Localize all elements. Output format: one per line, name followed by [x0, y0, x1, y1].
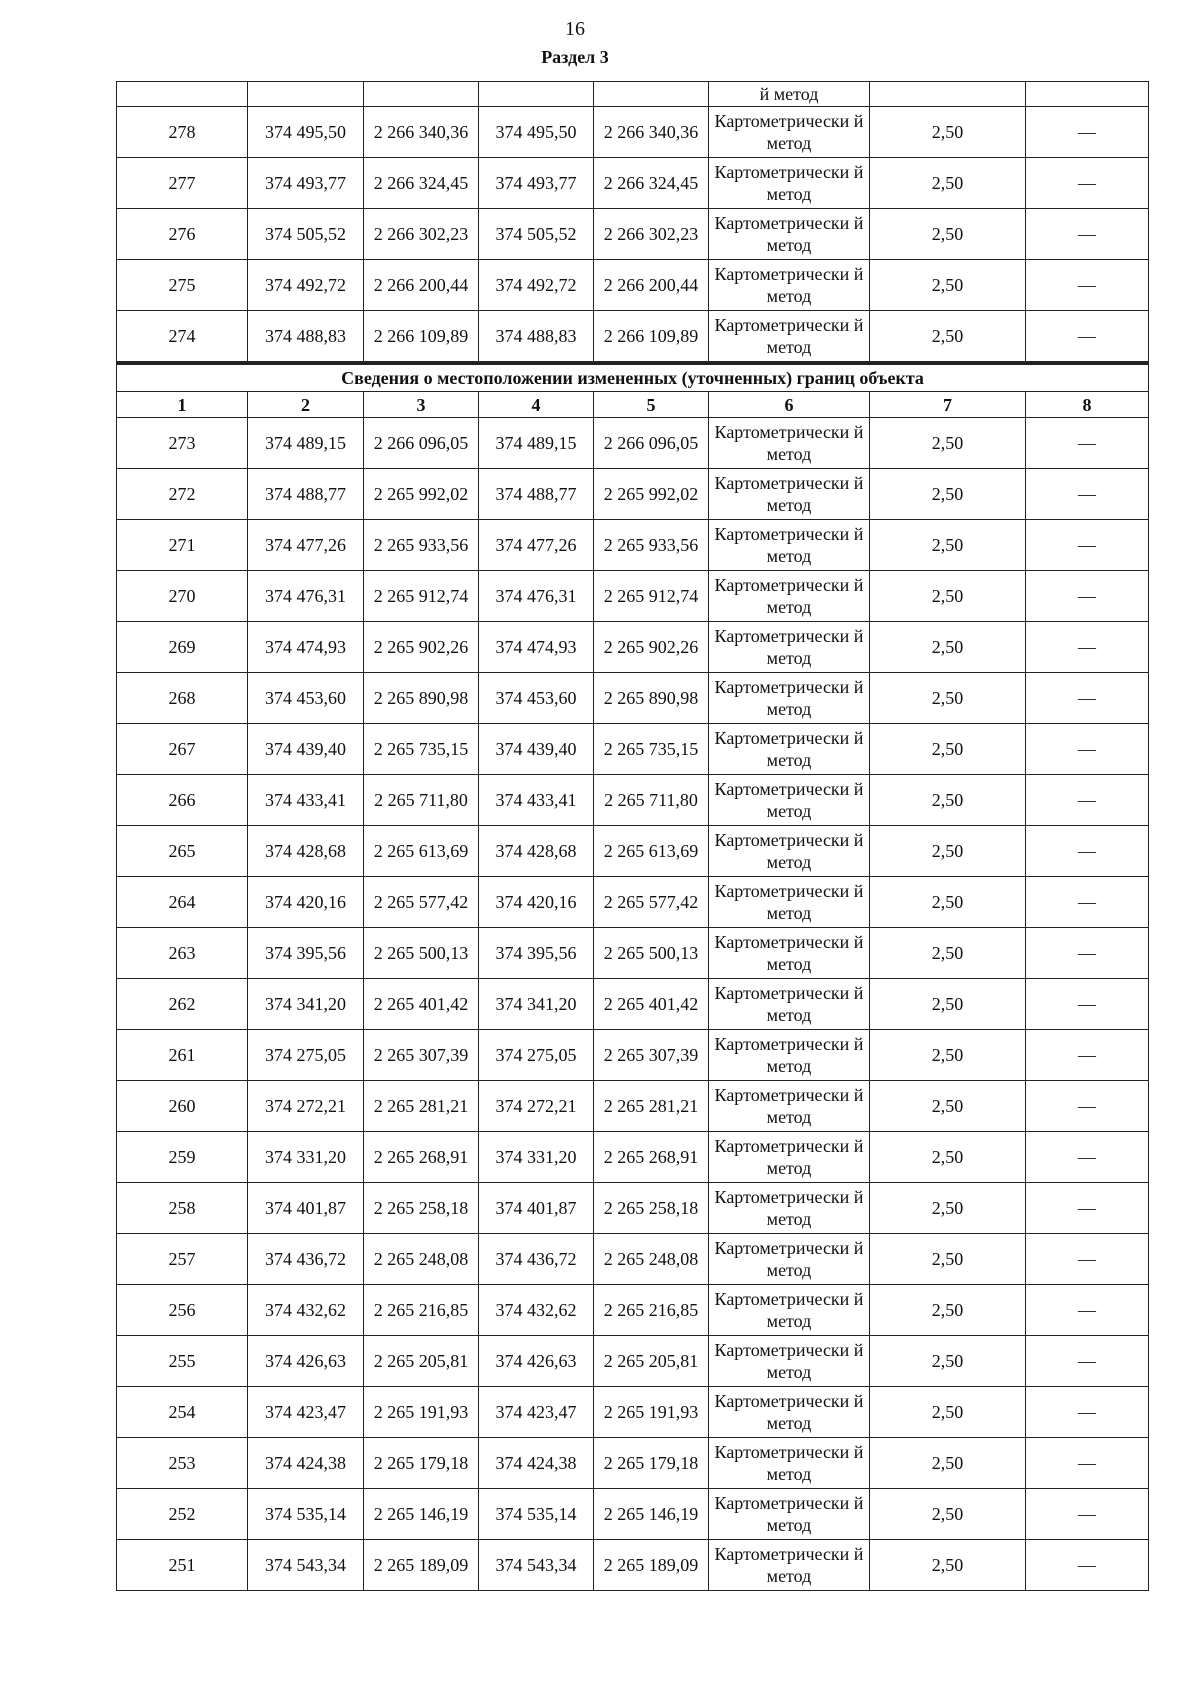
x-refined-cell: 374 495,50: [479, 107, 594, 158]
method-cell: Картометрически й метод: [709, 1081, 870, 1132]
accuracy-cell: 2,50: [870, 418, 1026, 469]
y-existing-cell: 2 266 340,36: [364, 107, 479, 158]
accuracy-cell: 2,50: [870, 107, 1026, 158]
method-cell: Картометрически й метод: [709, 418, 870, 469]
x-existing-cell: 374 272,21: [248, 1081, 364, 1132]
note-cell: —: [1026, 826, 1149, 877]
table-row: [117, 1030, 1149, 1081]
column-number: 6: [709, 392, 870, 418]
point-number-cell: 276: [117, 209, 248, 260]
y-existing-cell: 2 265 711,80: [364, 775, 479, 826]
x-refined-cell: 374 505,52: [479, 209, 594, 260]
x-existing-cell: 374 395,56: [248, 928, 364, 979]
y-refined-cell: 2 265 191,93: [594, 1387, 709, 1438]
method-cell: Картометрически й метод: [709, 877, 870, 928]
y-existing-cell: 2 265 735,15: [364, 724, 479, 775]
y-refined-cell: 2 265 401,42: [594, 979, 709, 1030]
table-section-header: [117, 363, 1149, 418]
y-existing-cell: 2 265 500,13: [364, 928, 479, 979]
column-number: 7: [870, 392, 1026, 418]
table-row: [117, 1132, 1149, 1183]
x-refined-cell: 374 395,56: [479, 928, 594, 979]
y-existing-cell: 2 265 890,98: [364, 673, 479, 724]
y-refined-cell: 2 265 902,26: [594, 622, 709, 673]
table-row: [117, 724, 1149, 775]
accuracy-cell: 2,50: [870, 826, 1026, 877]
note-cell: —: [1026, 107, 1149, 158]
table-upper-section: [117, 82, 1149, 364]
method-cell: Картометрически й метод: [709, 1183, 870, 1234]
x-existing-cell: 374 433,41: [248, 775, 364, 826]
y-existing-cell: 2 265 281,21: [364, 1081, 479, 1132]
point-number-cell: 255: [117, 1336, 248, 1387]
y-existing-cell: 2 265 179,18: [364, 1438, 479, 1489]
y-existing-cell: 2 266 109,89: [364, 311, 479, 364]
method-cell: Картометрически й метод: [709, 107, 870, 158]
table-cell: [479, 82, 594, 107]
table-row: [117, 469, 1149, 520]
y-refined-cell: 2 265 216,85: [594, 1285, 709, 1336]
table-row: [117, 928, 1149, 979]
x-refined-cell: 374 433,41: [479, 775, 594, 826]
note-cell: —: [1026, 877, 1149, 928]
accuracy-cell: 2,50: [870, 1030, 1026, 1081]
method-cell: Картометрически й метод: [709, 1387, 870, 1438]
section-title: Раздел 3: [541, 47, 609, 67]
table-cell: [1026, 82, 1149, 107]
y-refined-cell: 2 265 500,13: [594, 928, 709, 979]
method-cell: Картометрически й метод: [709, 775, 870, 826]
accuracy-cell: 2,50: [870, 622, 1026, 673]
x-existing-cell: 374 543,34: [248, 1540, 364, 1591]
y-refined-cell: 2 265 146,19: [594, 1489, 709, 1540]
y-existing-cell: 2 265 307,39: [364, 1030, 479, 1081]
accuracy-cell: 2,50: [870, 928, 1026, 979]
table-row: [117, 877, 1149, 928]
accuracy-cell: 2,50: [870, 1387, 1026, 1438]
column-number: 2: [248, 392, 364, 418]
x-existing-cell: 374 477,26: [248, 520, 364, 571]
y-existing-cell: 2 266 324,45: [364, 158, 479, 209]
y-refined-cell: 2 265 577,42: [594, 877, 709, 928]
accuracy-cell: 2,50: [870, 775, 1026, 826]
table-lower-section: [117, 418, 1149, 1591]
x-refined-cell: 374 272,21: [479, 1081, 594, 1132]
x-refined-cell: 374 492,72: [479, 260, 594, 311]
column-number: 5: [594, 392, 709, 418]
x-refined-cell: 374 341,20: [479, 979, 594, 1030]
point-number-cell: 251: [117, 1540, 248, 1591]
accuracy-cell: 2,50: [870, 571, 1026, 622]
note-cell: —: [1026, 1183, 1149, 1234]
y-existing-cell: 2 265 902,26: [364, 622, 479, 673]
table-cell: [117, 82, 248, 107]
point-number-cell: 265: [117, 826, 248, 877]
table-row: [117, 260, 1149, 311]
y-refined-cell: 2 265 933,56: [594, 520, 709, 571]
point-number-cell: 270: [117, 571, 248, 622]
x-refined-cell: 374 488,83: [479, 311, 594, 364]
x-refined-cell: 374 476,31: [479, 571, 594, 622]
y-refined-cell: 2 266 109,89: [594, 311, 709, 364]
accuracy-cell: 2,50: [870, 1336, 1026, 1387]
accuracy-cell: 2,50: [870, 724, 1026, 775]
table-row: [117, 107, 1149, 158]
x-refined-cell: 374 543,34: [479, 1540, 594, 1591]
x-refined-cell: 374 428,68: [479, 826, 594, 877]
method-cell: й метод: [709, 82, 870, 107]
accuracy-cell: 2,50: [870, 520, 1026, 571]
section-heading-row: [117, 363, 1149, 392]
y-existing-cell: 2 266 200,44: [364, 260, 479, 311]
x-existing-cell: 374 401,87: [248, 1183, 364, 1234]
x-existing-cell: 374 341,20: [248, 979, 364, 1030]
table-row: [117, 1081, 1149, 1132]
method-cell: Картометрически й метод: [709, 1132, 870, 1183]
note-cell: —: [1026, 673, 1149, 724]
accuracy-cell: 2,50: [870, 260, 1026, 311]
y-refined-cell: 2 265 912,74: [594, 571, 709, 622]
point-number-cell: 260: [117, 1081, 248, 1132]
x-existing-cell: 374 476,31: [248, 571, 364, 622]
accuracy-cell: 2,50: [870, 1438, 1026, 1489]
method-cell: Картометрически й метод: [709, 1030, 870, 1081]
method-cell: Картометрически й метод: [709, 1336, 870, 1387]
note-cell: —: [1026, 520, 1149, 571]
y-existing-cell: 2 265 933,56: [364, 520, 479, 571]
note-cell: —: [1026, 571, 1149, 622]
note-cell: —: [1026, 1234, 1149, 1285]
x-refined-cell: 374 426,63: [479, 1336, 594, 1387]
y-existing-cell: 2 265 268,91: [364, 1132, 479, 1183]
note-cell: —: [1026, 1489, 1149, 1540]
table-row: [117, 1540, 1149, 1591]
method-cell: Картометрически й метод: [709, 158, 870, 209]
table-row: [117, 571, 1149, 622]
note-cell: —: [1026, 1387, 1149, 1438]
coordinates-table: [116, 81, 1149, 1591]
accuracy-cell: 2,50: [870, 1540, 1026, 1591]
y-refined-cell: 2 265 992,02: [594, 469, 709, 520]
note-cell: —: [1026, 979, 1149, 1030]
point-number-cell: 252: [117, 1489, 248, 1540]
note-cell: —: [1026, 928, 1149, 979]
y-refined-cell: 2 265 281,21: [594, 1081, 709, 1132]
x-existing-cell: 374 424,38: [248, 1438, 364, 1489]
method-cell: Картометрически й метод: [709, 1540, 870, 1591]
table-row: [117, 1336, 1149, 1387]
point-number-cell: 266: [117, 775, 248, 826]
x-refined-cell: 374 474,93: [479, 622, 594, 673]
page-number: 16: [565, 18, 585, 40]
y-refined-cell: 2 265 189,09: [594, 1540, 709, 1591]
method-cell: Картометрически й метод: [709, 622, 870, 673]
y-refined-cell: 2 265 205,81: [594, 1336, 709, 1387]
method-cell: Картометрически й метод: [709, 209, 870, 260]
point-number-cell: 256: [117, 1285, 248, 1336]
table-row: [117, 979, 1149, 1030]
y-existing-cell: 2 265 912,74: [364, 571, 479, 622]
x-refined-cell: 374 453,60: [479, 673, 594, 724]
x-existing-cell: 374 488,83: [248, 311, 364, 364]
table-row: [117, 622, 1149, 673]
note-cell: —: [1026, 418, 1149, 469]
method-cell: Картометрически й метод: [709, 1489, 870, 1540]
method-cell: Картометрически й метод: [709, 469, 870, 520]
x-refined-cell: 374 489,15: [479, 418, 594, 469]
x-existing-cell: 374 474,93: [248, 622, 364, 673]
x-refined-cell: 374 420,16: [479, 877, 594, 928]
column-number: 4: [479, 392, 594, 418]
note-cell: —: [1026, 469, 1149, 520]
x-existing-cell: 374 488,77: [248, 469, 364, 520]
x-existing-cell: 374 432,62: [248, 1285, 364, 1336]
method-cell: Картометрически й метод: [709, 260, 870, 311]
x-refined-cell: 374 401,87: [479, 1183, 594, 1234]
y-refined-cell: 2 265 890,98: [594, 673, 709, 724]
table-cell: [364, 82, 479, 107]
y-refined-cell: 2 265 248,08: [594, 1234, 709, 1285]
table-cell: [594, 82, 709, 107]
note-cell: —: [1026, 1540, 1149, 1591]
point-number-cell: 269: [117, 622, 248, 673]
y-refined-cell: 2 265 613,69: [594, 826, 709, 877]
y-refined-cell: 2 265 268,91: [594, 1132, 709, 1183]
y-existing-cell: 2 265 216,85: [364, 1285, 479, 1336]
x-existing-cell: 374 426,63: [248, 1336, 364, 1387]
point-number-cell: 268: [117, 673, 248, 724]
point-number-cell: 267: [117, 724, 248, 775]
x-refined-cell: 374 432,62: [479, 1285, 594, 1336]
table-row: [117, 209, 1149, 260]
method-cell: Картометрически й метод: [709, 520, 870, 571]
column-numbers-row: [117, 392, 1149, 418]
x-existing-cell: 374 275,05: [248, 1030, 364, 1081]
method-cell: Картометрически й метод: [709, 673, 870, 724]
note-cell: —: [1026, 260, 1149, 311]
point-number-cell: 262: [117, 979, 248, 1030]
point-number-cell: 272: [117, 469, 248, 520]
accuracy-cell: 2,50: [870, 1132, 1026, 1183]
method-cell: Картометрически й метод: [709, 1438, 870, 1489]
point-number-cell: 277: [117, 158, 248, 209]
method-cell: Картометрически й метод: [709, 1285, 870, 1336]
note-cell: —: [1026, 622, 1149, 673]
y-refined-cell: 2 265 711,80: [594, 775, 709, 826]
x-existing-cell: 374 331,20: [248, 1132, 364, 1183]
table-row: [117, 1183, 1149, 1234]
note-cell: —: [1026, 1285, 1149, 1336]
note-cell: —: [1026, 775, 1149, 826]
table-row: [117, 520, 1149, 571]
table-cell: [248, 82, 364, 107]
point-number-cell: 263: [117, 928, 248, 979]
accuracy-cell: 2,50: [870, 209, 1026, 260]
x-refined-cell: 374 423,47: [479, 1387, 594, 1438]
table-cell: [870, 82, 1026, 107]
table-row: [117, 1285, 1149, 1336]
y-existing-cell: 2 265 205,81: [364, 1336, 479, 1387]
section-heading: Сведения о местоположении измененных (уточненных) границ объекта: [117, 363, 1149, 392]
x-refined-cell: 374 488,77: [479, 469, 594, 520]
y-refined-cell: 2 266 096,05: [594, 418, 709, 469]
method-cell: Картометрически й метод: [709, 724, 870, 775]
table-row: [117, 1234, 1149, 1285]
point-number-cell: 254: [117, 1387, 248, 1438]
method-cell: Картометрически й метод: [709, 928, 870, 979]
column-number: 1: [117, 392, 248, 418]
x-refined-cell: 374 275,05: [479, 1030, 594, 1081]
x-existing-cell: 374 428,68: [248, 826, 364, 877]
y-existing-cell: 2 265 258,18: [364, 1183, 479, 1234]
y-refined-cell: 2 265 258,18: [594, 1183, 709, 1234]
x-existing-cell: 374 420,16: [248, 877, 364, 928]
y-existing-cell: 2 266 302,23: [364, 209, 479, 260]
table-row: [117, 158, 1149, 209]
method-cell: Картометрически й метод: [709, 1234, 870, 1285]
y-refined-cell: 2 266 324,45: [594, 158, 709, 209]
y-refined-cell: 2 265 307,39: [594, 1030, 709, 1081]
note-cell: —: [1026, 209, 1149, 260]
accuracy-cell: 2,50: [870, 673, 1026, 724]
accuracy-cell: 2,50: [870, 1081, 1026, 1132]
table-row: [117, 1438, 1149, 1489]
point-number-cell: 261: [117, 1030, 248, 1081]
x-existing-cell: 374 493,77: [248, 158, 364, 209]
table-row: [117, 1489, 1149, 1540]
y-existing-cell: 2 265 146,19: [364, 1489, 479, 1540]
x-existing-cell: 374 489,15: [248, 418, 364, 469]
note-cell: —: [1026, 724, 1149, 775]
x-refined-cell: 374 535,14: [479, 1489, 594, 1540]
method-cell: Картометрически й метод: [709, 571, 870, 622]
y-existing-cell: 2 265 191,93: [364, 1387, 479, 1438]
y-existing-cell: 2 265 248,08: [364, 1234, 479, 1285]
x-existing-cell: 374 453,60: [248, 673, 364, 724]
x-refined-cell: 374 424,38: [479, 1438, 594, 1489]
note-cell: —: [1026, 158, 1149, 209]
note-cell: —: [1026, 311, 1149, 364]
point-number-cell: 275: [117, 260, 248, 311]
table-row: [117, 418, 1149, 469]
table-row-continuation: [117, 82, 1149, 107]
accuracy-cell: 2,50: [870, 158, 1026, 209]
table-row: [117, 311, 1149, 364]
x-existing-cell: 374 535,14: [248, 1489, 364, 1540]
point-number-cell: 271: [117, 520, 248, 571]
point-number-cell: 259: [117, 1132, 248, 1183]
x-refined-cell: 374 436,72: [479, 1234, 594, 1285]
x-existing-cell: 374 436,72: [248, 1234, 364, 1285]
method-cell: Картометрически й метод: [709, 311, 870, 364]
y-refined-cell: 2 265 735,15: [594, 724, 709, 775]
y-existing-cell: 2 265 613,69: [364, 826, 479, 877]
x-existing-cell: 374 439,40: [248, 724, 364, 775]
y-existing-cell: 2 265 189,09: [364, 1540, 479, 1591]
note-cell: —: [1026, 1081, 1149, 1132]
y-existing-cell: 2 265 992,02: [364, 469, 479, 520]
accuracy-cell: 2,50: [870, 1234, 1026, 1285]
point-number-cell: 278: [117, 107, 248, 158]
y-refined-cell: 2 266 200,44: [594, 260, 709, 311]
accuracy-cell: 2,50: [870, 1183, 1026, 1234]
table-row: [117, 673, 1149, 724]
table-row: [117, 1387, 1149, 1438]
method-cell: Картометрически й метод: [709, 979, 870, 1030]
column-number: 3: [364, 392, 479, 418]
y-refined-cell: 2 265 179,18: [594, 1438, 709, 1489]
x-refined-cell: 374 493,77: [479, 158, 594, 209]
point-number-cell: 264: [117, 877, 248, 928]
method-cell: Картометрически й метод: [709, 826, 870, 877]
note-cell: —: [1026, 1132, 1149, 1183]
table-row: [117, 775, 1149, 826]
y-refined-cell: 2 266 340,36: [594, 107, 709, 158]
x-refined-cell: 374 439,40: [479, 724, 594, 775]
point-number-cell: 257: [117, 1234, 248, 1285]
y-existing-cell: 2 266 096,05: [364, 418, 479, 469]
x-existing-cell: 374 505,52: [248, 209, 364, 260]
note-cell: —: [1026, 1438, 1149, 1489]
x-refined-cell: 374 477,26: [479, 520, 594, 571]
y-existing-cell: 2 265 401,42: [364, 979, 479, 1030]
x-existing-cell: 374 492,72: [248, 260, 364, 311]
y-refined-cell: 2 266 302,23: [594, 209, 709, 260]
accuracy-cell: 2,50: [870, 1285, 1026, 1336]
point-number-cell: 273: [117, 418, 248, 469]
table-row: [117, 826, 1149, 877]
note-cell: —: [1026, 1030, 1149, 1081]
point-number-cell: 274: [117, 311, 248, 364]
accuracy-cell: 2,50: [870, 1489, 1026, 1540]
point-number-cell: 258: [117, 1183, 248, 1234]
accuracy-cell: 2,50: [870, 979, 1026, 1030]
point-number-cell: 253: [117, 1438, 248, 1489]
x-refined-cell: 374 331,20: [479, 1132, 594, 1183]
y-existing-cell: 2 265 577,42: [364, 877, 479, 928]
column-number: 8: [1026, 392, 1149, 418]
x-existing-cell: 374 423,47: [248, 1387, 364, 1438]
accuracy-cell: 2,50: [870, 877, 1026, 928]
accuracy-cell: 2,50: [870, 311, 1026, 364]
accuracy-cell: 2,50: [870, 469, 1026, 520]
note-cell: —: [1026, 1336, 1149, 1387]
x-existing-cell: 374 495,50: [248, 107, 364, 158]
